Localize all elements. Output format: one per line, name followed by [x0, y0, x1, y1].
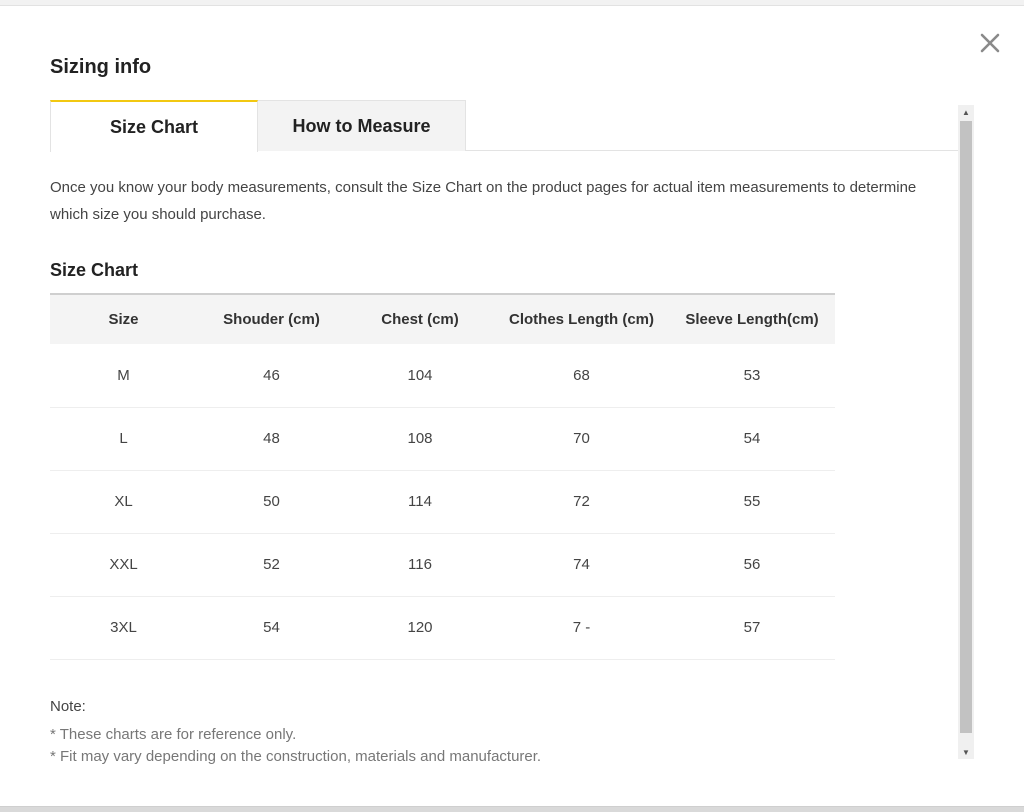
cell-clothes-length: 70: [494, 407, 669, 470]
column-header-chest: Chest (cm): [381, 311, 459, 328]
cell-clothes-length: 74: [494, 533, 669, 596]
cell-size: M: [50, 344, 197, 407]
cell-size: XL: [50, 470, 197, 533]
intro-text: Once you know your body measurements, consult the Size Chart on the product pages for actual item measurements to determine which size you should purchase.: [50, 179, 917, 223]
cell-chest: 120: [346, 596, 494, 659]
column-header-shoulder: Shouder (cm): [223, 311, 320, 328]
table-header-row: [50, 294, 835, 344]
cell-sleeve-length: 53: [669, 344, 835, 407]
cell-size: XXL: [50, 533, 197, 596]
cell-chest: 114: [346, 470, 494, 533]
cell-shoulder: 50: [197, 470, 346, 533]
table-row: [50, 533, 835, 596]
cell-clothes-length: 72: [494, 470, 669, 533]
cell-size: 3XL: [50, 596, 197, 659]
close-icon: [980, 33, 1000, 53]
note-label: Note:: [50, 698, 86, 715]
cell-chest: 116: [346, 533, 494, 596]
cell-sleeve-length: 56: [669, 533, 835, 596]
cell-sleeve-length: 55: [669, 470, 835, 533]
content-scrollbar[interactable]: [958, 105, 974, 759]
table-row: [50, 596, 835, 659]
cell-clothes-length: 7 -: [494, 596, 669, 659]
note-line: * Fit may vary depending on the construction, materials and manufacturer.: [50, 748, 542, 765]
column-header-sleeve-length: Sleeve Length(cm): [685, 311, 819, 328]
cell-sleeve-length: 57: [669, 596, 835, 659]
scroll-up-arrow-icon[interactable]: ▲: [962, 107, 970, 117]
cell-chest: 104: [346, 344, 494, 407]
cell-shoulder: 48: [197, 407, 346, 470]
tab-content: [50, 152, 958, 765]
close-button[interactable]: [977, 30, 1003, 56]
column-header-clothes-length: Clothes Length (cm): [509, 311, 654, 328]
cell-clothes-length: 68: [494, 344, 669, 407]
sizing-info-modal: [0, 5, 1024, 807]
size-chart-table: [50, 293, 835, 660]
table-row: [50, 470, 835, 533]
cell-chest: 108: [346, 407, 494, 470]
cell-shoulder: 46: [197, 344, 346, 407]
tab-size-chart[interactable]: Size Chart: [50, 100, 258, 152]
modal-title: Sizing info: [50, 56, 152, 78]
scrollbar-thumb[interactable]: [960, 121, 972, 733]
table-row: [50, 344, 835, 407]
cell-shoulder: 52: [197, 533, 346, 596]
cell-shoulder: 54: [197, 596, 346, 659]
size-chart-title: Size Chart: [50, 260, 139, 280]
note-line: * These charts are for reference only.: [50, 726, 297, 743]
table-row: [50, 407, 835, 470]
scroll-down-arrow-icon[interactable]: ▼: [962, 747, 970, 757]
cell-size: L: [50, 407, 197, 470]
tab-how-to-measure[interactable]: How to Measure: [258, 100, 466, 151]
cell-sleeve-length: 54: [669, 407, 835, 470]
tab-bar: [50, 100, 958, 151]
column-header-size: Size: [108, 311, 139, 328]
